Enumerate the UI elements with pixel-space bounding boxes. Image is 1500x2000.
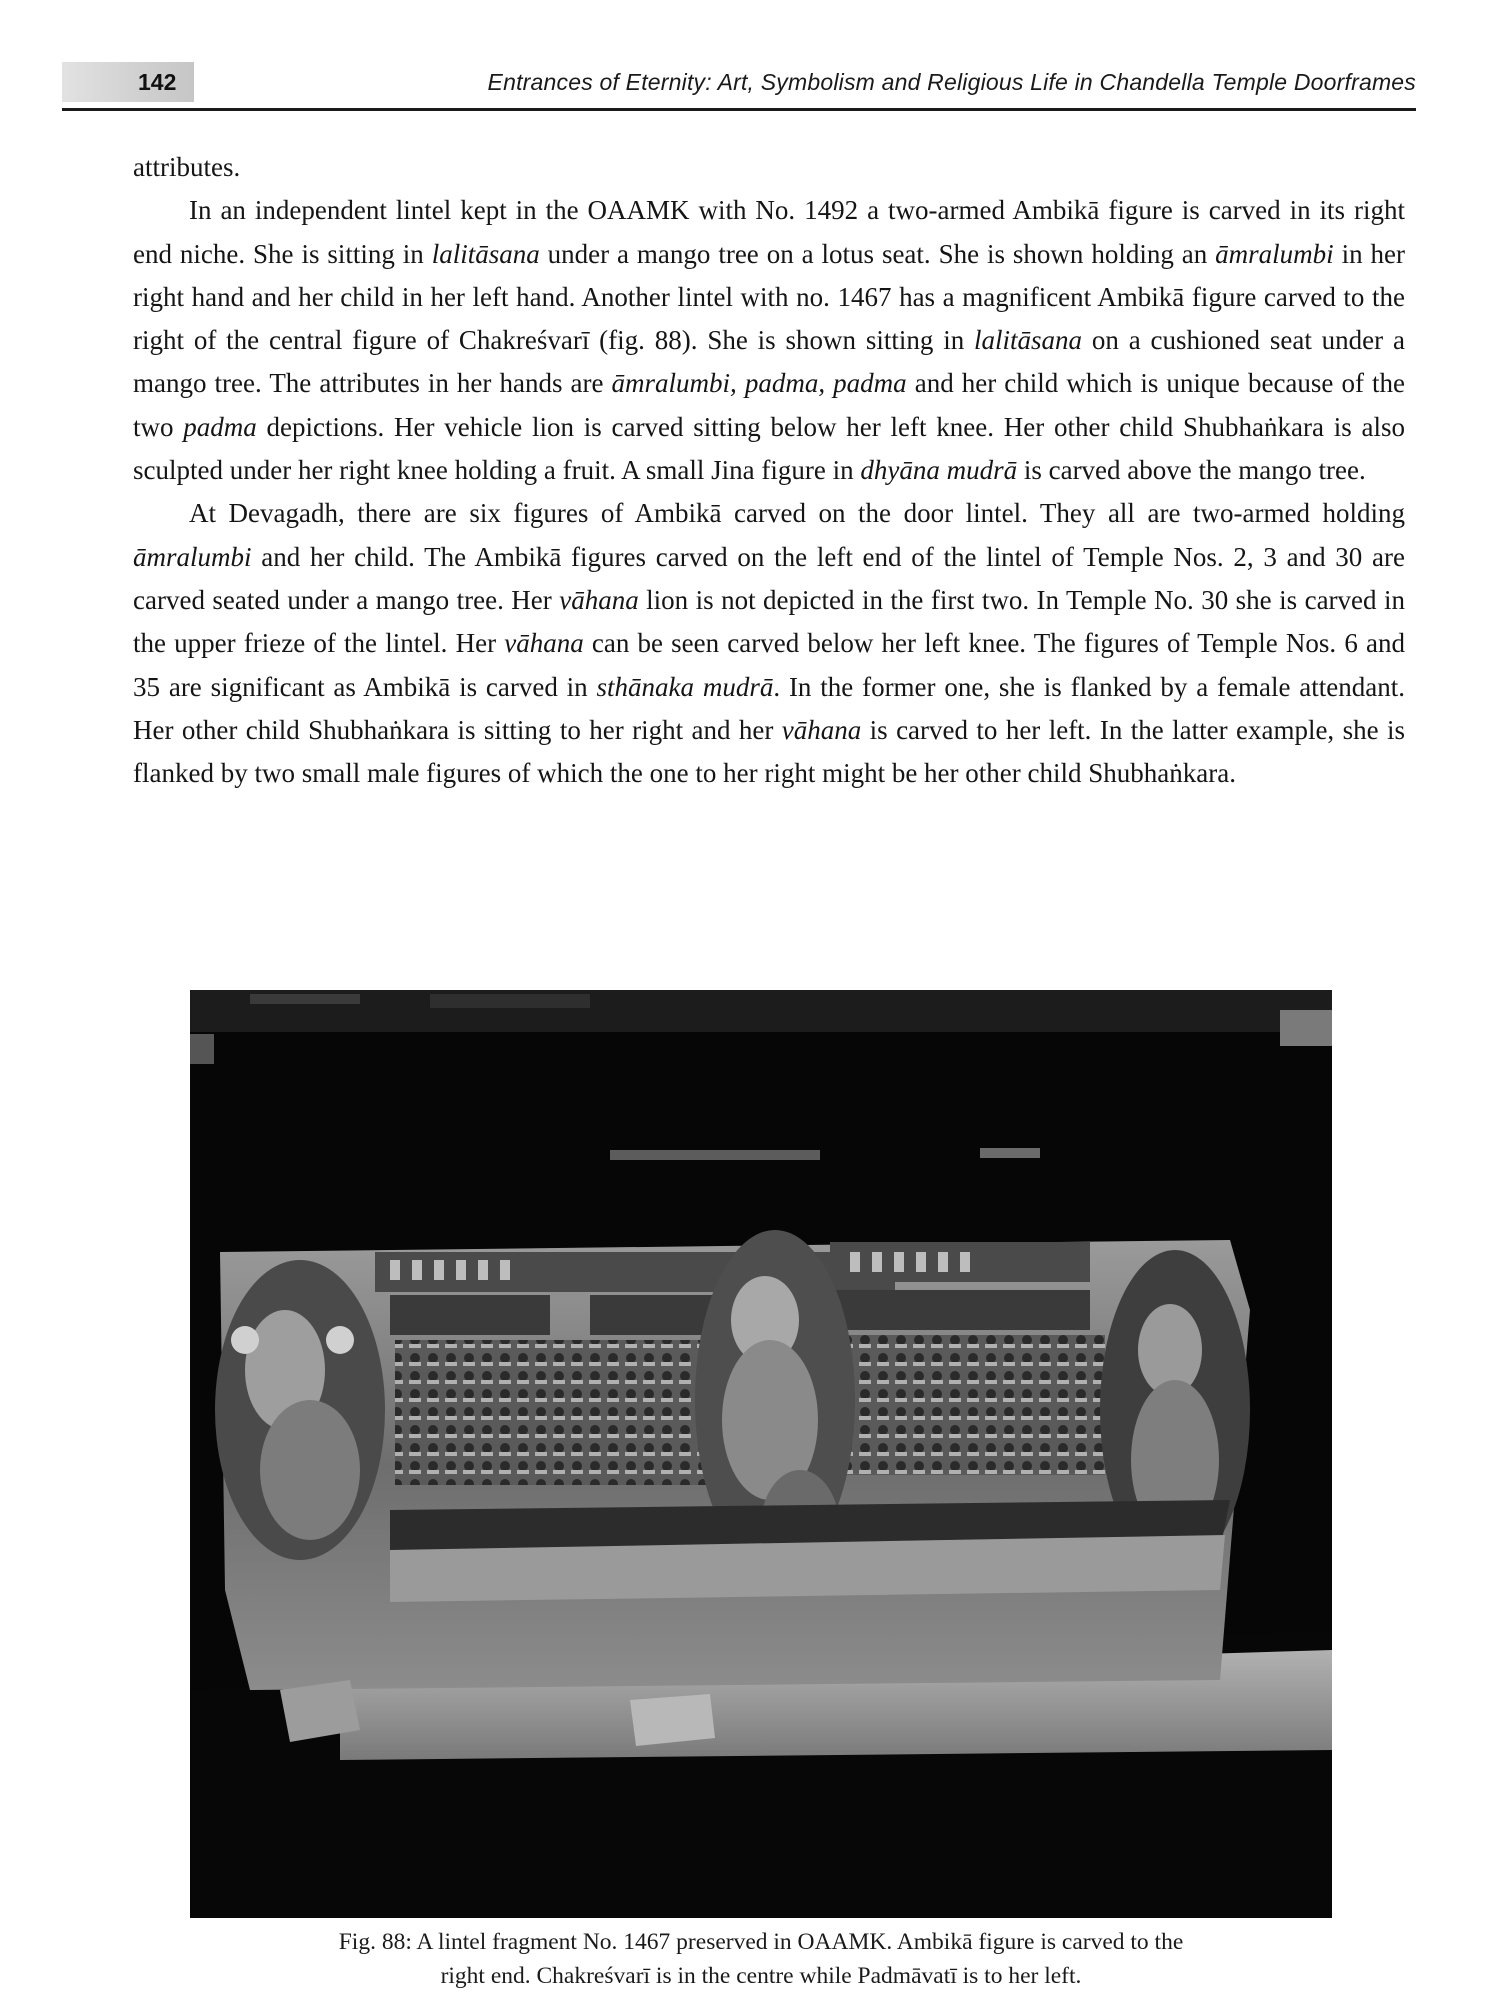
page-number: 142 <box>138 69 177 95</box>
caption-line-1: Fig. 88: A lintel fragment No. 1467 preserved in OAAMK. Ambikā figure is carved to the <box>338 1929 1184 1955</box>
italic-term: lalitāsana <box>431 238 540 269</box>
italic-term: vāhana <box>559 584 639 615</box>
italic-term: vāhana <box>781 714 862 745</box>
page-header <box>62 56 1416 111</box>
italic-term: āmralumbi <box>133 541 252 572</box>
italic-term: vāhana <box>504 628 584 659</box>
italic-term: dhyāna mudrā <box>860 455 1018 486</box>
italic-term: sthānaka mudrā <box>596 671 774 702</box>
figure-caption <box>190 1925 1332 1993</box>
italic-term: āmralumbi, padma, padma <box>611 368 907 399</box>
page-number-box <box>62 62 194 102</box>
paragraph-3: At Devagadh, there are six figures of Ambikā carved on the door lintel. They all are two-armed holding āmralumbi and her child. The Ambikā figures carved on the left end of the lintel of Temple Nos. 2, 3 and 30 are carved seated under a mango tree. Her vāhana lion is not depicted in the first two. In Temple No. 30 she is carved in the upper frieze of the lintel. Her vāhana can be seen carved below her left knee. The figures of Temple Nos. 6 and 35 are significant as Ambikā is carved in sthānaka mudrā. In the former one, she is flanked by a female attendant. Her other child Shubhaṅkara is sitting to her right and her vāhana is carved to her left. In the latter example, she is flanked by two small male figures of which the one to her right might be her other child Shubhaṅkara. <box>133 498 1406 789</box>
body-text <box>133 146 1405 795</box>
paragraph-2: In an independent lintel kept in the OAAMK with No. 1492 a two-armed Ambikā figure is carved in its right end niche. She is sitting in lalitāsana under a mango tree on a lotus seat. She is shown holding an āmralumbi in her right hand and her child in her left hand. Another lintel with no. 1467 has a magnificent Ambikā figure carved to the right of the central figure of Chakreśvarī (fig. 88). She is shown sitting in lalitāsana on a cushioned seat under a mango tree. The attributes in her hands are āmralumbi, padma, padma and her child which is unique because of the two padma depictions. Her vehicle lion is carved sitting below her left knee. Her other child Shubhaṅkara is also sculpted under her right knee holding a fruit. A small Jina figure in dhyāna mudrā is carved above the mango tree. <box>133 195 1406 486</box>
italic-term: padma <box>183 411 257 442</box>
running-title: Entrances of Eternity: Art, Symbolism and Religious Life in Chandella Temple Doorframes <box>487 69 1416 95</box>
italic-term: lalitāsana <box>974 325 1083 356</box>
figure-photo <box>190 990 1332 1918</box>
lintel-photo-image <box>190 990 1332 1918</box>
paragraph-1: attributes. <box>133 152 241 182</box>
caption-line-2: right end. Chakreśvarī is in the centre while Padmāvatī is to her left. <box>440 1963 1082 1989</box>
italic-term: āmralumbi <box>1215 238 1334 269</box>
